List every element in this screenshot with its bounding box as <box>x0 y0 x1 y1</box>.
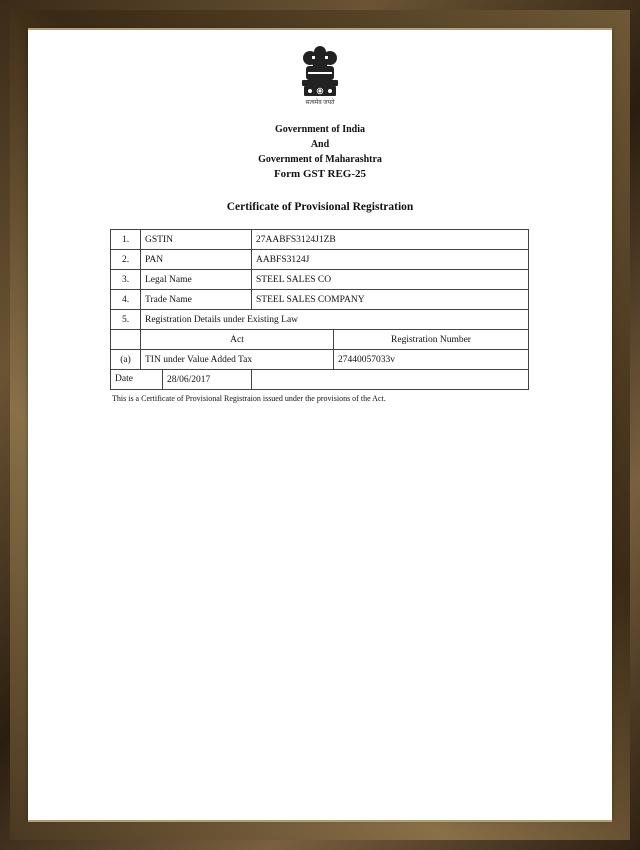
emblem-motto: सत्यमेव जयते <box>305 100 335 106</box>
row-label: Legal Name <box>141 270 252 290</box>
row-number: 3. <box>111 270 141 290</box>
header-line-1: Government of India <box>275 124 365 135</box>
row-label: Trade Name <box>141 290 252 310</box>
table-row <box>111 310 529 330</box>
registration-number-value: 27440057033v <box>334 350 529 370</box>
act-column-header: Act <box>141 330 334 350</box>
row-label: PAN <box>141 250 252 270</box>
date-value: 28/06/2017 <box>167 374 211 385</box>
date-cell <box>111 370 252 390</box>
item-number: (a) <box>111 350 141 370</box>
existing-law-label: Registration Details under Existing Law <box>141 310 529 330</box>
certificate-page <box>28 30 612 820</box>
table-row <box>111 230 529 250</box>
date-label: Date <box>111 370 163 389</box>
certificate-note: This is a Certificate of Provisional Registraion issued under the provisions of the Act. <box>112 394 386 403</box>
table-row <box>111 250 529 270</box>
certificate-header <box>28 122 612 182</box>
national-emblem-icon <box>296 42 344 106</box>
table-row <box>111 290 529 310</box>
table-row <box>111 270 529 290</box>
header-line-2: And <box>310 139 330 150</box>
certificate-title: Certificate of Provisional Registration <box>226 201 414 213</box>
table-row <box>111 350 529 370</box>
date-row <box>111 370 529 390</box>
registration-details-table <box>110 229 529 390</box>
header-line-3: Government of Maharashtra <box>258 154 382 165</box>
row-label: GSTIN <box>141 230 252 250</box>
legal-name-value: STEEL SALES CO <box>252 270 529 290</box>
row-number: 4. <box>111 290 141 310</box>
row-number: 2. <box>111 250 141 270</box>
table-subheader-row <box>111 330 529 350</box>
pan-value: AABFS3124J <box>252 250 529 270</box>
registration-number-column-header: Registration Number <box>334 330 529 350</box>
row-number: 5. <box>111 310 141 330</box>
row-number: 1. <box>111 230 141 250</box>
empty-cell <box>111 330 141 350</box>
trade-name-value: STEEL SALES COMPANY <box>252 290 529 310</box>
gstin-value: 27AABFS3124J1ZB <box>252 230 529 250</box>
act-value: TIN under Value Added Tax <box>141 350 334 370</box>
empty-cell <box>252 370 529 390</box>
form-title: Form GST REG-25 <box>273 168 367 180</box>
